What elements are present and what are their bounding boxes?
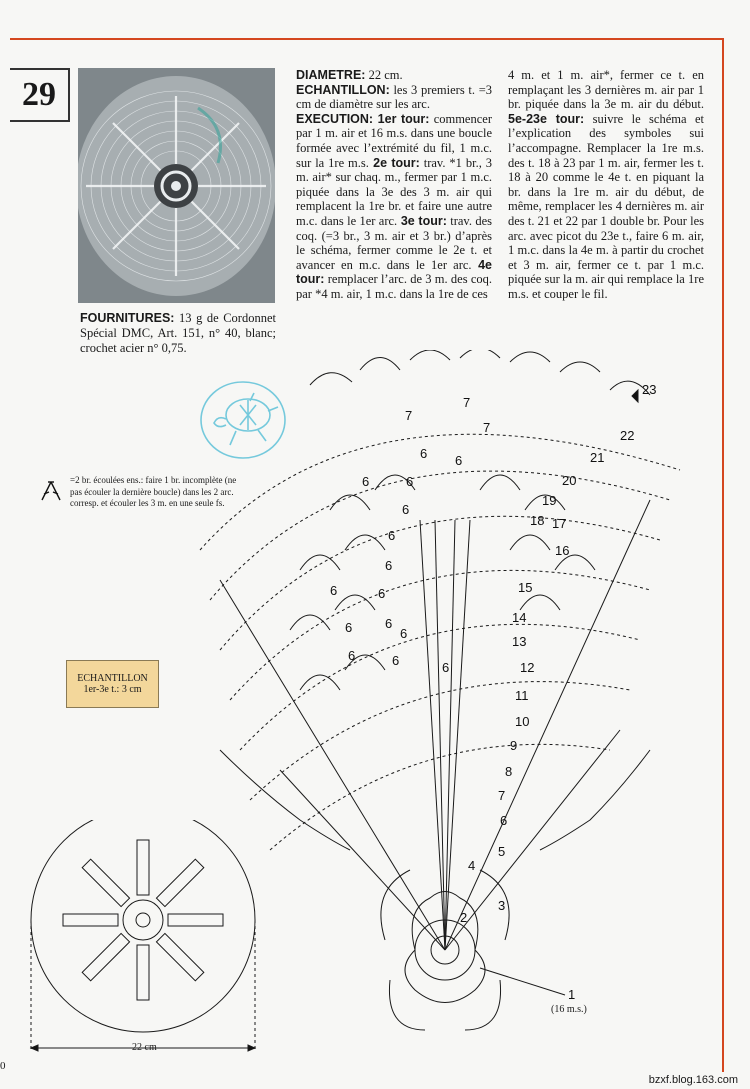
pineapple-label: 6 — [385, 616, 393, 631]
execution-text: commencer par 1 m. air et 16 m.s. dans une boucle formée avec l’extrémité du fil, 1 m.c. sur la 1re m.s. — [296, 111, 492, 170]
sample-box — [66, 660, 159, 708]
round-3-label: 3e tour: — [397, 213, 447, 228]
pineapple-label: 6 — [348, 648, 356, 663]
round-2-text: trav. *1 br., 3 m. air* sur chaq. m., fermer par 1 m.c. piquée dans la 3e des 3 m. air qui remplacent la 1re br. et faire une autre m.c. dans le 1er arc. — [296, 155, 492, 228]
round-5-23-text: suivre le schéma et l’explication des symboles sui l’accompagne. Remplacer la 1re m.s. des t. 18 à 23 par 1 m. air, fermer les t. 18 à 20 comme le 4e t. en piquant la br. dans la 1re m. air du début, de même, remplacer les 4 dernières m. air des t. 21 et 22 par 1 double br. Pour les arc. avec picot du 23e t., faire 6 m. air, 1 m.c. dans la 4e m. à partir du crochet et 3 m. air, fermer ce t. par 1 m.c. piquée sur la m. air qui remplace la 1re m.s. et couper le fil. — [508, 111, 704, 301]
pineapple-label: 6 — [420, 446, 428, 461]
stitch-symbol-icon — [38, 478, 64, 504]
pineapple-label: 6 — [455, 453, 463, 468]
diameter-label: DIAMETRE: — [296, 68, 366, 82]
diameter-value: 22 cm. — [365, 68, 403, 82]
pineapple-label: 6 — [385, 558, 393, 573]
first-round-note: (16 m.s.) — [551, 1004, 587, 1015]
round-label-9: 9 — [510, 738, 518, 753]
round-4-continued: 4 m. et 1 m. air*, fermer ce t. en remplaçant les 3 dernières m. air par 1 br. piquée dans la 3e m. air du début. — [508, 68, 704, 112]
pineapple-label: 6 — [442, 660, 450, 675]
round-label-11: 11 — [515, 688, 529, 703]
doily-photo — [78, 68, 275, 303]
watermark-text: bzxf.blog.163.com — [648, 1074, 738, 1086]
sample-box-value: 1er-3e t.: 3 cm — [83, 684, 142, 695]
round-5-23-label: 5e-23e tour: — [508, 111, 585, 126]
pineapple-label: 6 — [362, 474, 370, 489]
round-label-22: 22 — [620, 428, 635, 443]
instructions-column-2 — [508, 68, 704, 302]
round-2-label: 2e tour: — [368, 155, 420, 170]
pineapple-label: 6 — [345, 620, 353, 635]
sample-text: les 3 premiers t. =3 cm de diamètre sur les arc. — [296, 82, 492, 112]
pineapple-label: 6 — [330, 583, 338, 598]
execution-label: EXECUTION: 1er tour: — [296, 111, 430, 126]
instructions-column-1 — [296, 68, 492, 302]
round-label-15: 15 — [518, 580, 533, 595]
layout-diagram — [28, 820, 268, 1055]
round-label-8: 8 — [505, 764, 513, 779]
round-label-23: 23 — [642, 382, 657, 397]
pineapple-label: 6 — [400, 626, 408, 641]
round-label-20: 20 — [562, 473, 577, 488]
pineapple-label: 6 — [388, 528, 396, 543]
supplies-label: FOURNITURES: — [80, 311, 175, 325]
round-label-13: 13 — [512, 634, 527, 649]
pineapple-label: 6 — [406, 474, 414, 489]
round-label-10: 10 — [515, 714, 530, 729]
round-label-5: 5 — [498, 844, 506, 859]
pineapple-label: 6 — [392, 653, 400, 668]
pineapple-label: 7 — [483, 420, 491, 435]
round-4-label: 4e tour: — [296, 257, 492, 287]
pineapple-label: 7 — [463, 395, 471, 410]
round-label-16: 16 — [555, 543, 570, 558]
round-label-3: 3 — [498, 898, 506, 913]
doily-photo-image — [78, 68, 275, 303]
diameter-dimension: 22 cm — [132, 1042, 157, 1053]
sample-box-title: ECHANTILLON — [77, 673, 148, 684]
round-4-text: remplacer l’arc. de 3 m. des coq. par *4 m. air, 1 m.c. dans la 1re de ces — [296, 272, 492, 301]
round-label-21: 21 — [590, 450, 605, 465]
supplies-body: 13 g de Cordonnet Spécial DMC, Art. 151, n° 40, blanc; crochet acier n° 0,75. — [80, 311, 276, 355]
pineapple-label: 6 — [402, 502, 410, 517]
round-label-19: 19 — [542, 493, 557, 508]
pattern-number: 29 — [10, 68, 70, 122]
round-label-7: 7 — [498, 788, 506, 803]
page-folio: 0 — [0, 1060, 6, 1072]
round-label-12: 12 — [520, 660, 535, 675]
symbol-legend-text: =2 br. écoulées ens.: faire 1 br. incomplète (ne pas écouler la dernière boucle) dans les 2 arc. corresp. et écouler les 3 m. en une seule fs. — [70, 475, 237, 508]
round-label-4: 4 — [468, 858, 476, 873]
round-label-14: 14 — [512, 610, 527, 625]
round-label-18: 18 — [530, 513, 545, 528]
round-3-text: trav. des coq. (=3 br., 3 m. air et 3 br.) d’après le schéma, fermer comme le 2e t. et avancer en m.c. dans le 1er arc. — [296, 213, 492, 272]
round-label-1: 1 — [568, 987, 576, 1002]
pineapple-label: 6 — [378, 586, 386, 601]
sample-label: ECHANTILLON: — [296, 82, 390, 97]
round-label-17: 17 — [552, 516, 567, 531]
pineapple-label: 7 — [405, 408, 413, 423]
round-label-2: 2 — [460, 910, 468, 925]
round-label-6: 6 — [500, 813, 508, 828]
watermark-bar — [0, 1072, 750, 1089]
